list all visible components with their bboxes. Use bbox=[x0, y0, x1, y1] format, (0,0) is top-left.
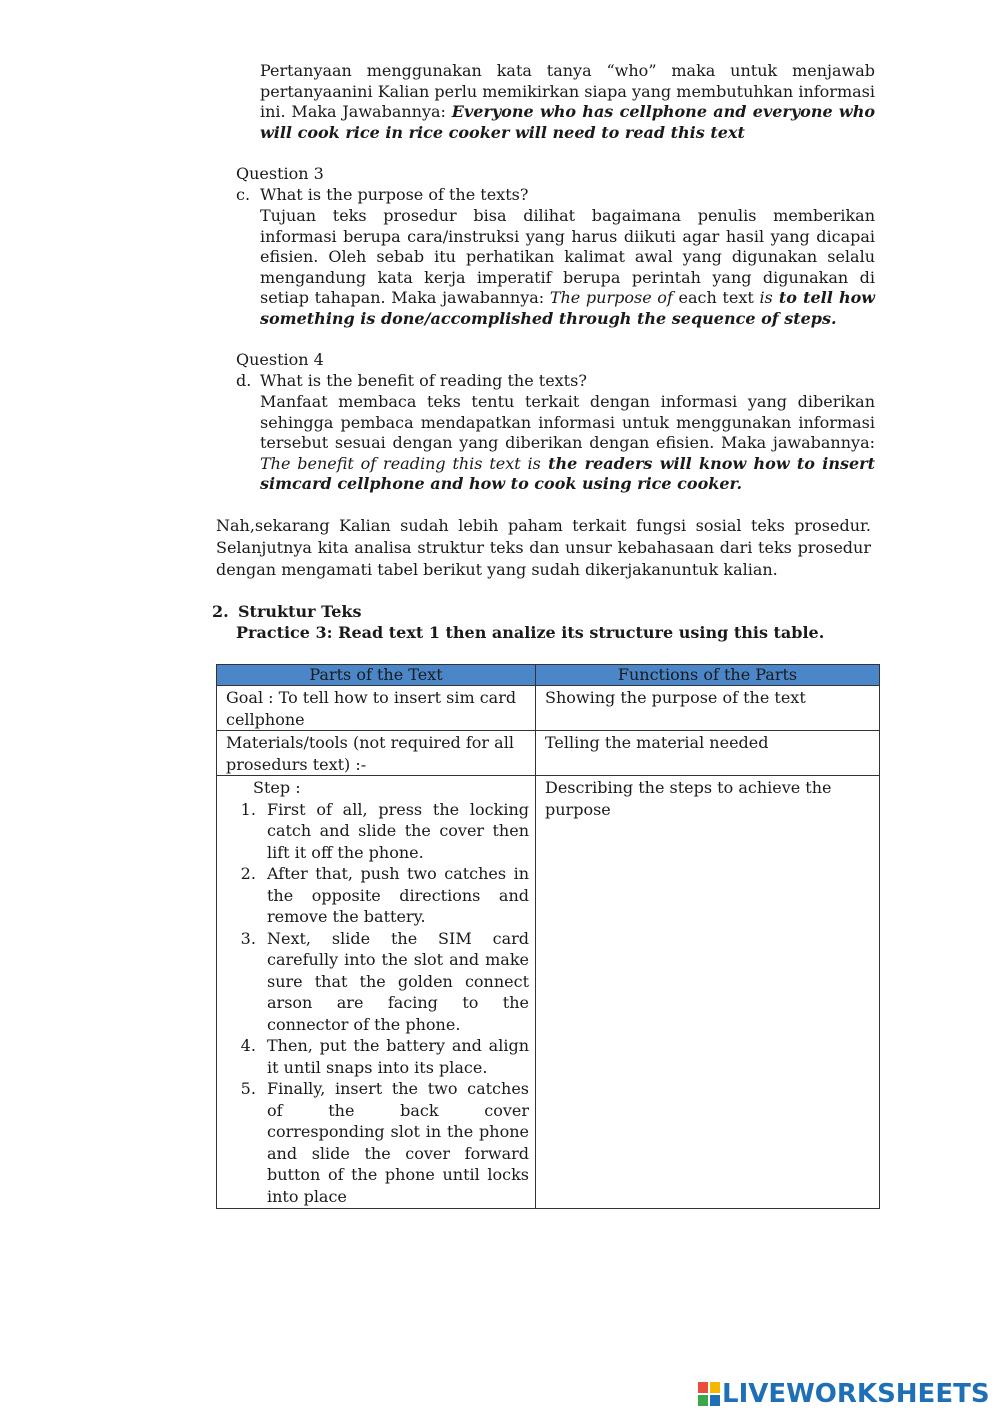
intro-answer: Everyone who has cellphone and everyone who will cook rice in rice cooker will need to read this text bbox=[260, 102, 876, 142]
question-4-marker: d. bbox=[236, 371, 252, 390]
step-item: 2. After that, push two catches in the opposite directions and remove the battery. bbox=[261, 863, 529, 928]
intro-text: Pertanyaan menggunakan kata tanya “who” maka untuk menjawab pertanyaanini Kalian perlu memikirkan siapa yang membutuhkan informasi ini. Maka Jawabannya: bbox=[260, 61, 875, 121]
practice-instruction: Practice 3: Read text 1 then analize its structure using this table. bbox=[236, 623, 825, 642]
question-3-body: Tujuan teks prosedur bisa dilihat bagaimana penulis memberikan informasi berupa cara/instruksi yang harus diikuti agar hasil yang dicapai efisien. Oleh sebab itu perhatikan kalimat awal yang digunakan selalu mengandung kata kerja imperatif berupa perintah yang digunakan di setiap tahapan. Maka jawabannya: bbox=[260, 206, 875, 307]
section-number: 2. bbox=[212, 602, 229, 621]
question-3-answer-italic-1: The purpose of bbox=[549, 288, 673, 307]
section-title: Struktur Teks bbox=[238, 602, 362, 621]
step-item: 3. Next, slide the SIM card carefully into the slot and make sure that the golden connect arson are facing to the connector of the phone. bbox=[261, 928, 529, 1036]
step-item: 5. Finally, insert the two catches of the back cover corresponding slot in the phone and slide the cover forward button of the phone until locks into place bbox=[261, 1078, 529, 1207]
steps-part bbox=[217, 776, 536, 1209]
table-row-materials bbox=[217, 731, 880, 776]
structure-table bbox=[216, 664, 880, 1209]
table-row-steps bbox=[217, 776, 880, 1209]
question-3-answer-bold: to tell how something is done/accomplished through the sequence of steps. bbox=[260, 288, 876, 328]
liveworksheets-logo-icon bbox=[698, 1382, 720, 1406]
goal-function: Showing the purpose of the text bbox=[536, 686, 880, 731]
table-header-row bbox=[217, 665, 880, 686]
header-functions: Functions of the Parts bbox=[536, 665, 880, 686]
question-3-heading: Question 3 bbox=[236, 164, 324, 183]
question-3-text: What is the purpose of the texts? bbox=[260, 185, 529, 204]
liveworksheets-logo[interactable] bbox=[698, 1378, 994, 1410]
steps-function: Describing the steps to achieve the purpose bbox=[536, 776, 880, 1209]
goal-part: Goal : To tell how to insert sim card cellphone bbox=[217, 686, 536, 731]
materials-part: Materials/tools (not required for all prosedurs text) :- bbox=[217, 731, 536, 776]
question-3-marker: c. bbox=[236, 185, 251, 204]
question-3-answer-plain: each text bbox=[672, 288, 760, 307]
table-row-goal bbox=[217, 686, 880, 731]
materials-function: Telling the material needed bbox=[536, 731, 880, 776]
question-3-answer-italic-2: is bbox=[759, 288, 773, 307]
question-4-body: Manfaat membaca teks tentu terkait dengan informasi yang diberikan sehingga pembaca mendapatkan informasi untuk menggunakan informasi tersebut sesuai dengan yang diberikan dengan efisien. Maka jawabannya: bbox=[260, 392, 875, 452]
question-4-text: What is the benefit of reading the texts? bbox=[260, 371, 587, 390]
steps-list bbox=[226, 799, 529, 1208]
transition-paragraph: Nah,sekarang Kalian sudah lebih paham terkait fungsi sosial teks prosedur. Selanjutnya kita analisa struktur teks dan unsur kebahasaan dari teks prosedur dengan mengamati tabel berikut yang sudah dikerjakanuntuk kalian. bbox=[216, 516, 871, 579]
step-item: 4. Then, put the battery and align it until snaps into its place. bbox=[261, 1035, 529, 1078]
header-parts: Parts of the Text bbox=[217, 665, 536, 686]
intro-paragraph bbox=[260, 61, 875, 143]
steps-label: Step : bbox=[253, 778, 301, 797]
liveworksheets-logo-text: LIVEWORKSHEETS bbox=[722, 1379, 990, 1409]
question-4-heading: Question 4 bbox=[236, 350, 324, 369]
question-4-explanation bbox=[260, 392, 875, 495]
question-4-answer-bold: the readers will know how to insert simcard cellphone and how to cook using rice cooker. bbox=[260, 453, 875, 493]
question-3-explanation bbox=[260, 206, 875, 329]
step-item: 1. First of all, press the locking catch and slide the cover then lift it off the phone. bbox=[261, 799, 529, 864]
question-4-answer-italic: The benefit of reading this text is bbox=[260, 453, 541, 473]
